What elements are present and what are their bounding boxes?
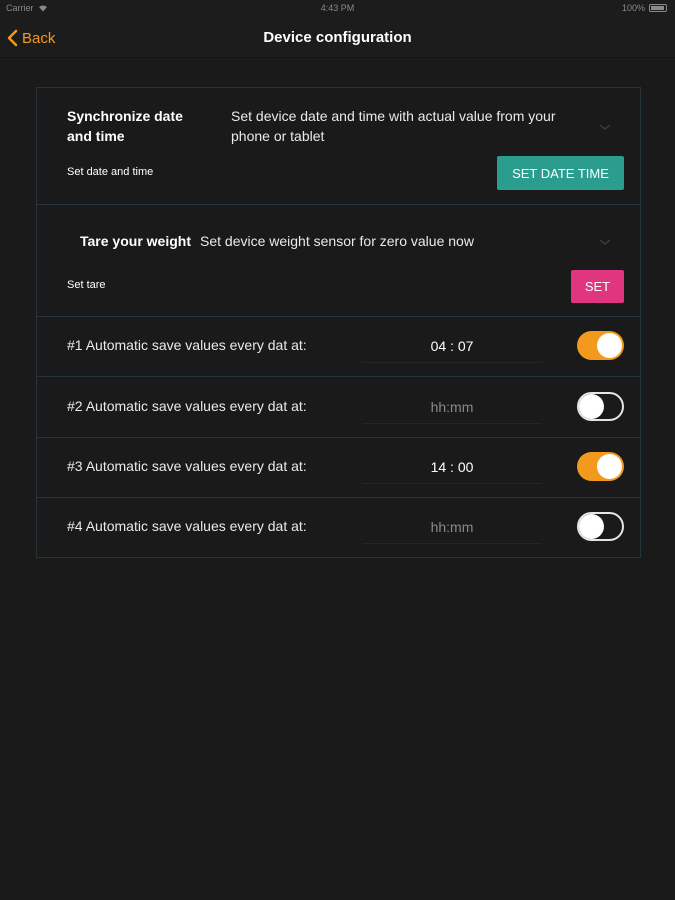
battery-percent: 100% xyxy=(621,3,645,13)
auto-save-row-1 xyxy=(37,317,640,377)
sync-description-line1: Set device date and time with actual value from your xyxy=(231,108,556,124)
sync-title-line1: Synchronize date xyxy=(67,108,183,124)
back-label: Back xyxy=(22,29,56,47)
toggle-knob xyxy=(597,454,622,479)
status-right xyxy=(622,3,667,13)
sync-description-line2: phone or tablet xyxy=(231,128,325,144)
auto-save-toggle[interactable] xyxy=(577,452,624,481)
time-input[interactable]: hh:mm xyxy=(362,390,542,424)
time-input[interactable]: 04 : 07 xyxy=(362,329,542,363)
sync-date-time-section xyxy=(37,88,640,205)
toggle-knob xyxy=(597,333,622,358)
page-title: Device configuration xyxy=(263,29,412,46)
toggle-knob xyxy=(579,514,604,539)
sync-title-line2: and time xyxy=(67,128,125,144)
auto-save-label: #4 Automatic save values every dat at: xyxy=(67,518,307,534)
auto-save-toggle[interactable] xyxy=(577,331,624,360)
auto-save-label: #1 Automatic save values every dat at: xyxy=(67,337,307,353)
auto-save-label: #2 Automatic save values every dat at: xyxy=(67,398,307,414)
toggle-knob xyxy=(579,394,604,419)
chevron-down-icon[interactable] xyxy=(598,122,612,132)
auto-save-toggle[interactable] xyxy=(577,392,624,421)
sync-description xyxy=(231,106,556,146)
auto-save-row-4 xyxy=(37,498,640,558)
carrier-label: Carrier xyxy=(6,3,34,13)
auto-save-row-3 xyxy=(37,438,640,498)
status-time: 4:43 PM xyxy=(320,3,355,13)
tare-weight-section xyxy=(37,205,640,317)
time-input[interactable]: 14 : 00 xyxy=(362,450,542,484)
configuration-panel xyxy=(36,87,641,558)
sync-title xyxy=(67,106,183,146)
set-date-time-button[interactable]: SET DATE TIME xyxy=(497,156,624,190)
navigation-bar xyxy=(0,18,675,58)
auto-save-label: #3 Automatic save values every dat at: xyxy=(67,458,307,474)
auto-save-row-2 xyxy=(37,378,640,438)
time-input[interactable]: hh:mm xyxy=(362,510,542,544)
set-date-time-label: Set date and time xyxy=(67,166,154,178)
set-tare-label: Set tare xyxy=(67,279,106,291)
chevron-down-icon[interactable] xyxy=(598,237,612,247)
set-tare-button[interactable]: SET xyxy=(571,270,624,303)
status-bar xyxy=(0,0,675,18)
auto-save-toggle[interactable] xyxy=(577,512,624,541)
tare-title: Tare your weight xyxy=(80,233,191,249)
battery-icon xyxy=(649,4,667,12)
tare-description: Set device weight sensor for zero value now xyxy=(200,233,474,249)
